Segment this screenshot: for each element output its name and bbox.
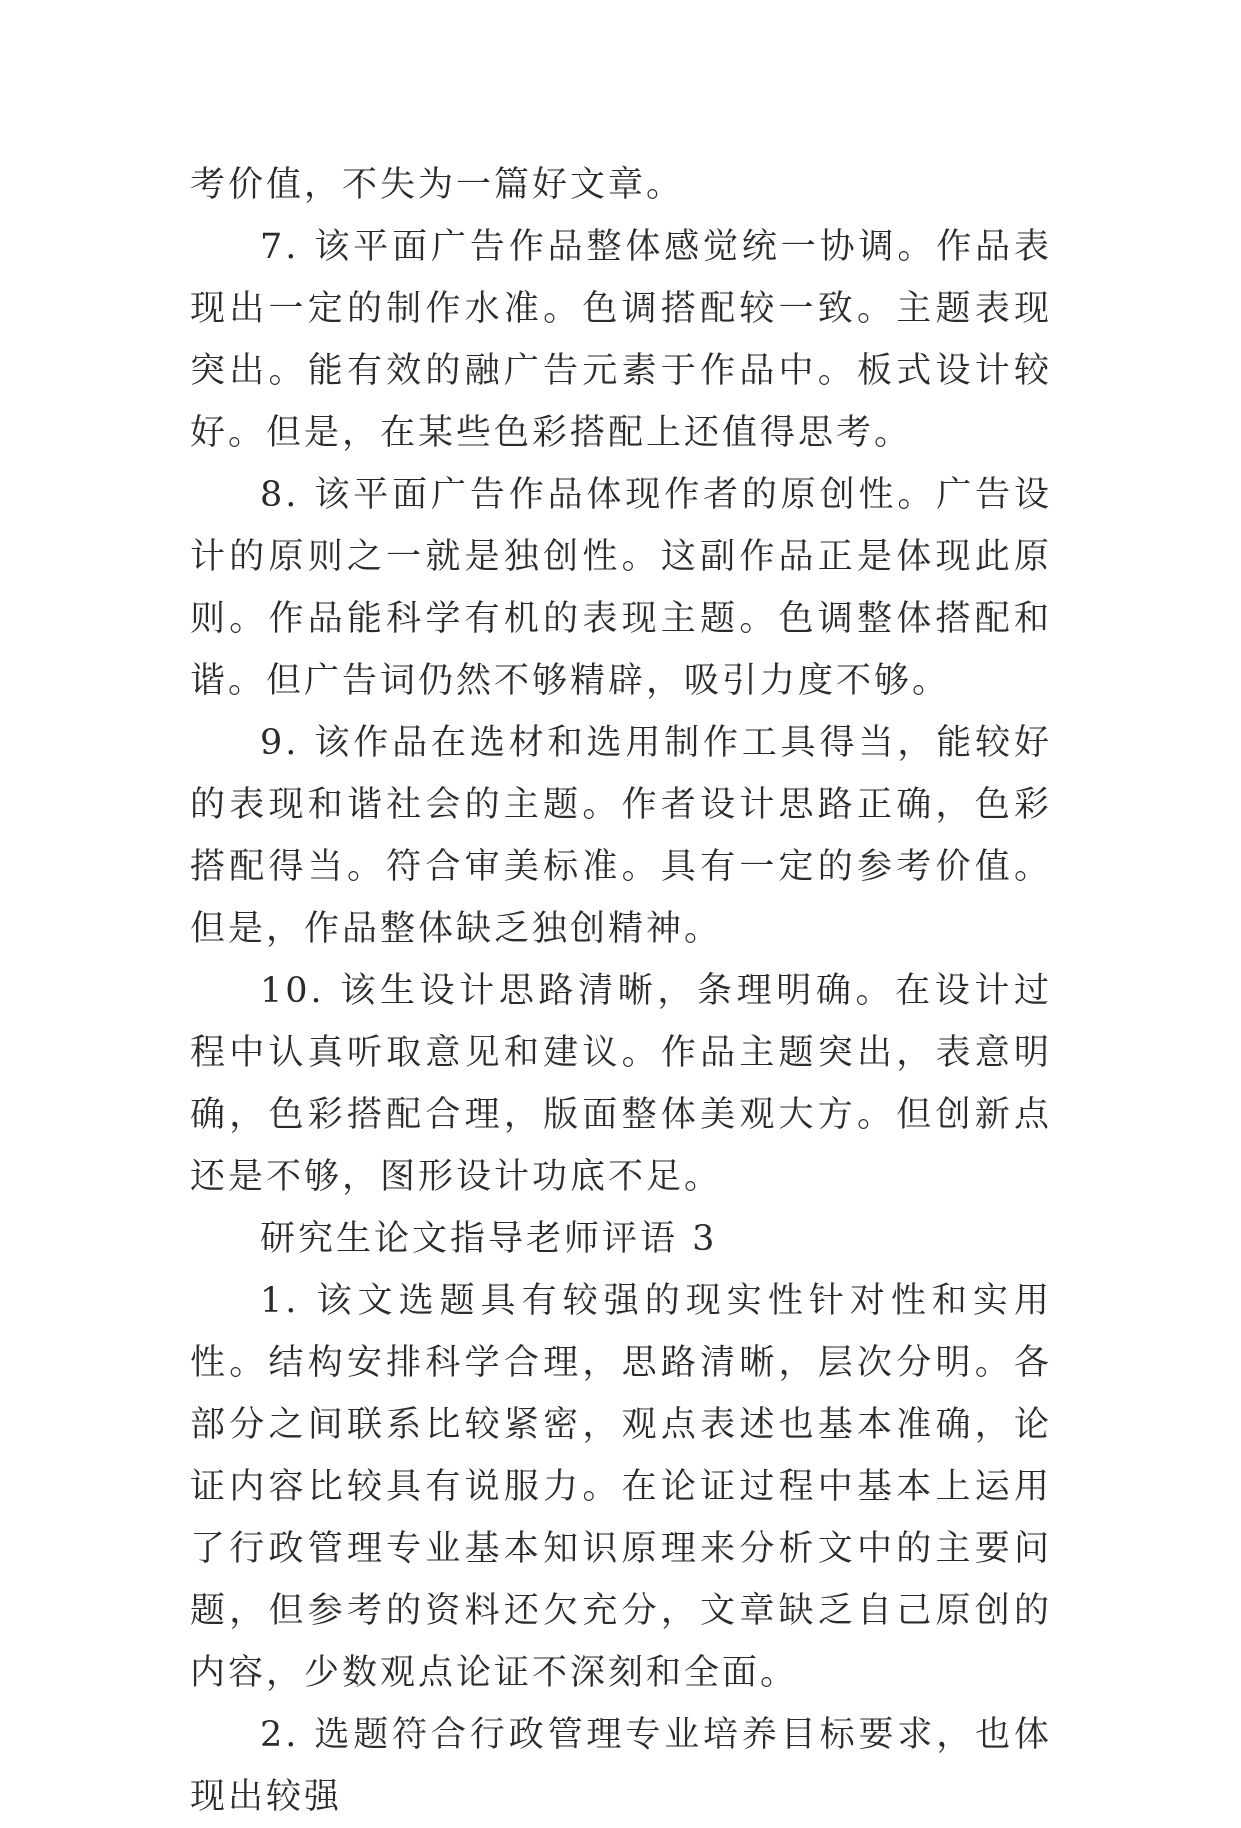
section-heading: 研究生论文指导老师评语 3 (260, 1219, 718, 1259)
paragraph-item-7: 7. 该平面广告作品整体感觉统一协调。作品表现出一定的制作水准。色调搭配较一致。主题表现突出。能有效的融广告元素于作品中。板式设计较好。但是，在某些色彩搭配上还值得思考。 (190, 227, 1052, 453)
paragraph-item-1: 1. 该文选题具有较强的现实性针对性和实用性。结构安排科学合理，思路清晰，层次分明。各部分之间联系比较紧密，观点表述也基本准确，论证内容比较具有说服力。在论证过程中基本上运用了行政管理专业基本知识原理来分析文中的主要问题，但参考的资料还欠充分，文章缺乏自己原创的内容，少数观点论证不深刻和全面。 (190, 1281, 1052, 1693)
document-body (190, 154, 1052, 1828)
paragraph-item-2: 2. 选题符合行政管理专业培养目标要求，也体现出较强 (190, 1715, 1052, 1817)
paragraph-item-10: 10. 该生设计思路清晰，条理明确。在设计过程中认真听取意见和建议。作品主题突出，表意明确，色彩搭配合理，版面整体美观大方。但创新点还是不够，图形设计功底不足。 (190, 971, 1052, 1197)
paragraph-item-9: 9. 该作品在选材和选用制作工具得当，能较好的表现和谐社会的主题。作者设计思路正确，色彩搭配得当。符合审美标准。具有一定的参考价值。但是，作品整体缺乏独创精神。 (190, 723, 1052, 949)
paragraph-continuation: 考价值，不失为一篇好文章。 (190, 165, 685, 205)
paragraph-item-8: 8. 该平面广告作品体现作者的原创性。广告设计的原则之一就是独创性。这副作品正是体现此原则。作品能科学有机的表现主题。色调整体搭配和谐。但广告词仍然不够精辟，吸引力度不够。 (190, 475, 1052, 701)
